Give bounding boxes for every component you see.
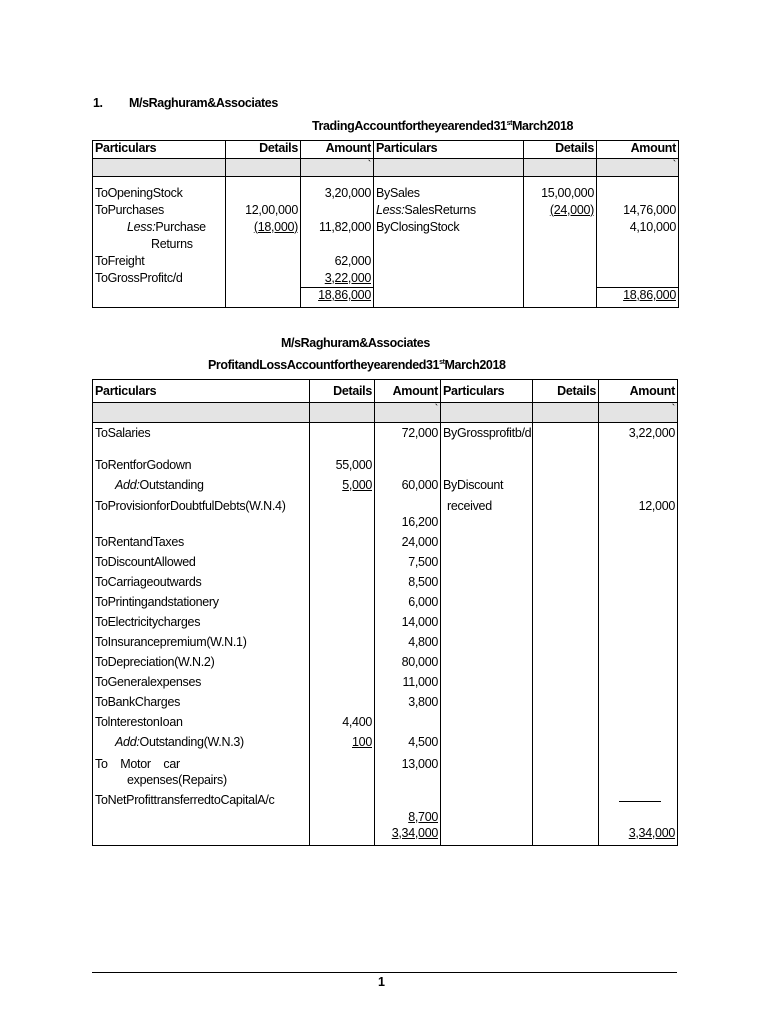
total-right-value: 18,86,000 — [623, 288, 676, 302]
detail — [226, 186, 301, 203]
particular: ToDiscountAllowed — [93, 555, 310, 575]
particular-text: Purchase — [155, 219, 206, 234]
table-row — [93, 515, 678, 535]
profit-loss-table — [92, 379, 678, 846]
total-right — [597, 288, 679, 308]
table-row — [93, 499, 678, 515]
particular: ToElectricitycharges — [93, 615, 310, 635]
amount: 14,000 — [375, 615, 441, 635]
total-left-value: 18,86,000 — [318, 288, 371, 302]
particular: ToGeneralexpenses — [93, 675, 310, 695]
col-amount: Amount — [599, 380, 678, 403]
particular — [93, 220, 226, 237]
add-label: Add: — [115, 734, 140, 749]
detail-value: (24,000) — [549, 202, 594, 217]
detail: 12,00,000 — [226, 203, 301, 220]
col-details: Details — [533, 380, 599, 403]
particular: ToInsurancepremium(W.N.1) — [93, 635, 310, 655]
detail — [524, 203, 597, 220]
detail-value: 100 — [352, 734, 372, 749]
rule-line — [619, 801, 661, 802]
trading-account-table — [92, 140, 679, 308]
particular: ToProvisionforDoubtfulDebts(W.N.4) — [93, 499, 310, 515]
trading-header-row — [93, 141, 679, 159]
detail — [524, 220, 597, 237]
currency-row — [93, 403, 678, 423]
particular — [374, 203, 524, 220]
total-row — [93, 826, 678, 846]
total-left — [375, 826, 441, 846]
page-number: 1 — [378, 975, 385, 989]
col-amount: Amount — [597, 141, 679, 159]
amount: 62,000 — [301, 254, 374, 271]
detail: 55,000 — [310, 458, 375, 478]
col-details: Details — [524, 141, 597, 159]
detail: 4,400 — [310, 715, 375, 735]
table-row — [93, 793, 678, 811]
pl-firm-name: M/sRaghuram&Associates — [281, 336, 430, 350]
total-right-value: 3,34,000 — [628, 825, 675, 840]
particular: ToSalaries — [93, 423, 310, 458]
table-row — [93, 735, 678, 757]
particular-text: SalesReturns — [404, 202, 476, 217]
table-row — [93, 811, 678, 826]
particular-text: Outstanding — [139, 477, 204, 492]
col-amount: Amount — [375, 380, 441, 403]
particular: ToPurchases — [93, 203, 226, 220]
particular: ByGrossprofitb/d — [441, 423, 533, 458]
amount: 4,500 — [375, 735, 441, 757]
particular: ToOpeningStock — [93, 186, 226, 203]
total-left-value: 3,34,000 — [391, 825, 438, 840]
less-label: Less: — [127, 219, 156, 234]
table-row — [93, 575, 678, 595]
particular: ToNetProfittransferredtoCapitalA/c — [93, 793, 310, 811]
less-label: Less: — [376, 202, 405, 217]
detail-value: (18,000) — [253, 219, 298, 234]
amount: 3,800 — [375, 695, 441, 715]
question-number: 1. — [93, 96, 103, 110]
particular: ToBankCharges — [93, 695, 310, 715]
amount — [301, 203, 374, 220]
amount: 13,000 — [375, 757, 441, 773]
particular: received — [441, 499, 533, 515]
col-particulars: Particulars — [441, 380, 533, 403]
table-row — [93, 655, 678, 675]
table-row — [93, 535, 678, 555]
total-left — [301, 288, 374, 308]
particular: ToRentandTaxes — [93, 535, 310, 555]
col-details: Details — [226, 141, 301, 159]
amount: 3,20,000 — [301, 186, 374, 203]
table-row — [93, 757, 678, 773]
table-row — [93, 271, 679, 288]
amount: 11,82,000 — [301, 220, 374, 237]
col-details: Details — [310, 380, 375, 403]
particular — [93, 478, 310, 499]
amount: 11,000 — [375, 675, 441, 695]
table-row — [93, 595, 678, 615]
particular: To Motor car — [93, 757, 310, 773]
amount: 6,000 — [375, 595, 441, 615]
table-row — [93, 186, 679, 203]
table-row — [93, 203, 679, 220]
amount: 7,500 — [375, 555, 441, 575]
amount: 4,10,000 — [597, 220, 679, 237]
table-row — [93, 423, 678, 458]
particular: ToDepreciation(W.N.2) — [93, 655, 310, 675]
amount — [301, 271, 374, 288]
table-row — [93, 715, 678, 735]
table-row — [93, 458, 678, 478]
table-row — [93, 254, 679, 271]
amount: 3,22,000 — [599, 423, 678, 458]
trading-title-end: March2018 — [512, 119, 574, 133]
detail — [226, 220, 301, 237]
amount: 72,000 — [375, 423, 441, 458]
currency-mark: ` — [599, 403, 678, 423]
table-row — [93, 555, 678, 575]
amount-value: 3,22,000 — [324, 270, 371, 285]
amount: 8,500 — [375, 575, 441, 595]
col-particulars: Particulars — [93, 380, 310, 403]
amount: 80,000 — [375, 655, 441, 675]
pl-title-sup: st — [439, 358, 445, 366]
table-row — [93, 615, 678, 635]
table-row — [93, 695, 678, 715]
particular-text: Outstanding(W.N.3) — [139, 734, 244, 749]
pl-title — [208, 358, 506, 372]
amount: 14,76,000 — [597, 203, 679, 220]
particular: ToRentforGodown — [93, 458, 310, 478]
table-row — [93, 478, 678, 499]
particular: ToFreight — [93, 254, 226, 271]
amount: 24,000 — [375, 535, 441, 555]
amount — [597, 186, 679, 203]
total-row — [93, 288, 679, 308]
pl-title-end: March2018 — [444, 358, 506, 372]
amount: 16,200 — [375, 515, 441, 535]
detail-value: 5,000 — [342, 477, 372, 492]
currency-mark: ` — [597, 159, 679, 177]
col-particulars: Particulars — [93, 141, 226, 159]
pl-title-main: ProfitandLossAccountfortheyearended31 — [208, 358, 440, 372]
particular — [93, 735, 310, 757]
col-amount: Amount — [301, 141, 374, 159]
amount — [375, 811, 441, 826]
table-row — [93, 773, 678, 793]
particular: ByDiscount — [441, 478, 533, 499]
add-label: Add: — [115, 477, 140, 492]
particular: ToPrintingandstationery — [93, 595, 310, 615]
particular: expenses(Repairs) — [93, 773, 310, 793]
particular: ToGrossProfitc/d — [93, 271, 226, 288]
pl-header-row — [93, 380, 678, 403]
particular: ByClosingStock — [374, 220, 524, 237]
amount: 60,000 — [375, 478, 441, 499]
firm-name: M/sRaghuram&Associates — [129, 96, 278, 110]
table-row — [93, 220, 679, 237]
particular: Returns — [93, 237, 226, 254]
particular: ToCarriageoutwards — [93, 575, 310, 595]
particular: BySales — [374, 186, 524, 203]
currency-row — [93, 159, 679, 177]
detail: 15,00,000 — [524, 186, 597, 203]
particular: TolnterestonIoan — [93, 715, 310, 735]
detail — [310, 735, 375, 757]
currency-mark: ` — [375, 403, 441, 423]
amount: 12,000 — [599, 499, 678, 515]
trading-title — [312, 119, 573, 133]
detail — [310, 478, 375, 499]
total-right — [599, 826, 678, 846]
trading-title-sup: st — [506, 119, 513, 127]
amount: 4,800 — [375, 635, 441, 655]
trading-title-main: TradingAccountfortheyearended31 — [312, 119, 507, 133]
table-row — [93, 675, 678, 695]
amount-value: 8,700 — [408, 810, 438, 824]
footer-rule — [92, 972, 677, 973]
col-particulars: Particulars — [374, 141, 524, 159]
table-row — [93, 237, 679, 254]
table-row — [93, 635, 678, 655]
amount — [599, 793, 678, 811]
currency-mark: ` — [301, 159, 374, 177]
